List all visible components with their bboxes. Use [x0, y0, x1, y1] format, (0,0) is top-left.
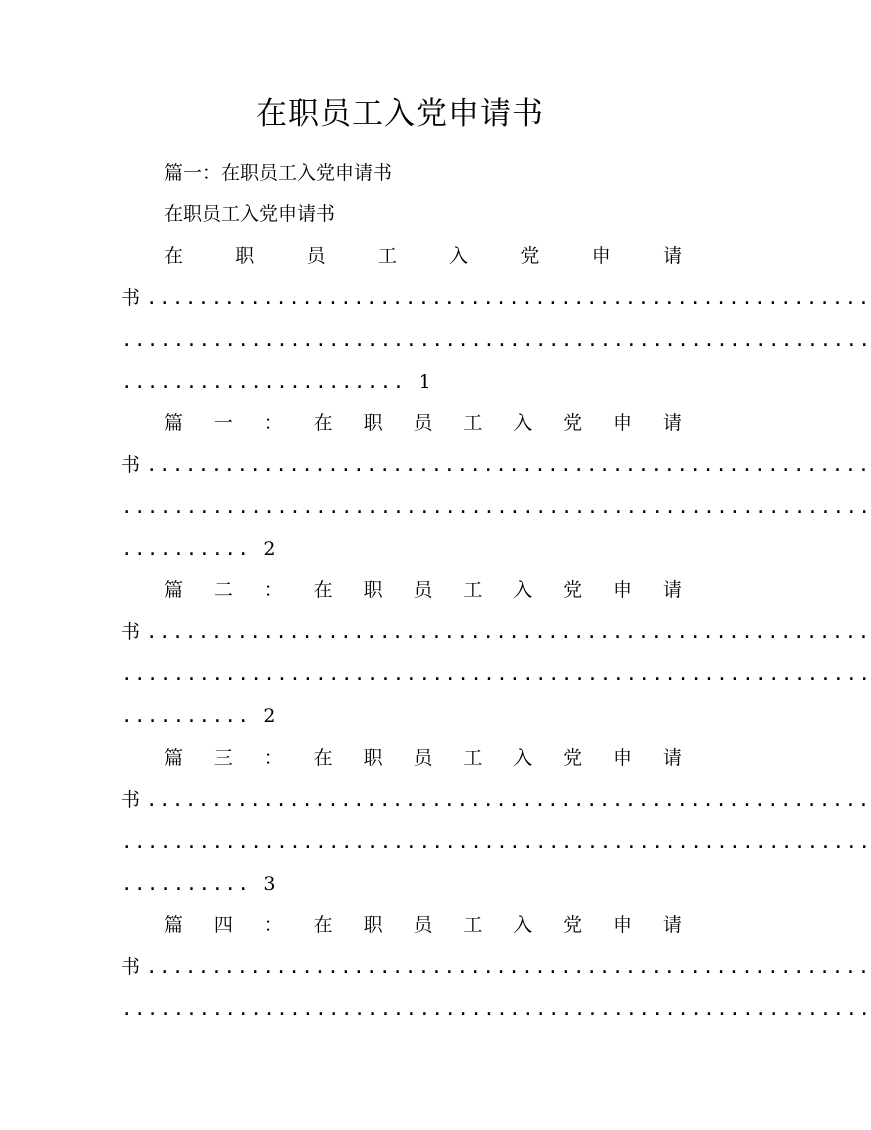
- toc-heading-char: 篇: [164, 914, 184, 936]
- toc-entry-page-row: [121, 367, 431, 397]
- toc-heading-char: 在: [313, 412, 333, 434]
- toc-heading-char: 员: [413, 914, 433, 936]
- toc-entry-leader-row: [121, 952, 871, 982]
- toc-heading-char: 在: [313, 747, 333, 769]
- toc-heading-char: 四: [213, 914, 233, 936]
- toc-leader-dots: ........................................................: [146, 287, 871, 309]
- toc-heading-char: 申: [591, 245, 611, 267]
- toc-page-number: 3: [263, 873, 276, 895]
- toc-entry-page-row: [121, 534, 275, 564]
- toc-entry-heading: [164, 910, 682, 940]
- toc-heading-char: 党: [520, 245, 540, 267]
- toc-leader-dots: ..........................................................: [121, 998, 871, 1020]
- toc-heading-char: 请: [662, 412, 682, 434]
- toc-heading-char: 一: [213, 412, 233, 434]
- toc-tail-char: 书: [121, 287, 147, 309]
- toc-heading-char: 三: [213, 747, 233, 769]
- toc-heading-char: 职: [235, 245, 255, 267]
- toc-entry-leader-row: [121, 325, 871, 355]
- toc-heading-char: 职: [363, 914, 383, 936]
- intro-line-1: 篇一：在职员工入党申请书: [164, 162, 393, 184]
- toc-entry-leader-row: [121, 283, 871, 313]
- toc-heading-char: 请: [662, 747, 682, 769]
- toc-heading-char: 在: [164, 245, 184, 267]
- toc-leader-dots: ........................................................: [146, 956, 871, 978]
- toc-heading-char: 申: [613, 579, 633, 601]
- toc-heading-char: 篇: [164, 412, 184, 434]
- toc-entry-leader-row: [121, 994, 871, 1024]
- toc-heading-char: 员: [306, 245, 326, 267]
- toc-leader-dots: ..........................................................: [121, 496, 871, 518]
- toc-entry-leader-row: [121, 659, 871, 689]
- toc-heading-char: 入: [513, 914, 533, 936]
- toc-heading-char: 请: [662, 914, 682, 936]
- toc-leader-dots: ......................: [121, 371, 419, 393]
- toc-entry-page-row: [121, 869, 275, 899]
- toc-heading-char: 党: [563, 412, 583, 434]
- document-title: 在职员工入党申请书: [256, 96, 544, 132]
- toc-heading-char: 请: [662, 579, 682, 601]
- toc-entry-leader-row: [121, 785, 871, 815]
- toc-tail-char: 书: [121, 789, 147, 811]
- toc-heading-char: 员: [413, 747, 433, 769]
- toc-heading-char: 工: [463, 747, 483, 769]
- intro-line-2: 在职员工入党申请书: [164, 203, 336, 225]
- toc-heading-char: 申: [613, 914, 633, 936]
- toc-entry-leader-row: [121, 827, 871, 857]
- toc-heading-char: ：: [263, 579, 283, 601]
- toc-leader-dots: ..........................................................: [121, 831, 871, 853]
- toc-leader-dots: ..........................................................: [121, 329, 871, 351]
- toc-leader-dots: ..........................................................: [121, 663, 871, 685]
- toc-heading-char: ：: [263, 412, 283, 434]
- toc-heading-char: 党: [563, 579, 583, 601]
- toc-heading-char: 在: [313, 579, 333, 601]
- toc-entry-heading: [164, 575, 682, 605]
- toc-heading-char: 员: [413, 412, 433, 434]
- toc-entry-leader-row: [121, 492, 871, 522]
- toc-tail-char: 书: [121, 956, 147, 978]
- toc-heading-char: 入: [513, 579, 533, 601]
- toc-tail-char: 书: [121, 621, 147, 643]
- toc-leader-dots: ........................................................: [146, 621, 871, 643]
- toc-leader-dots: ........................................................: [146, 789, 871, 811]
- toc-heading-char: 二: [213, 579, 233, 601]
- toc-entry-leader-row: [121, 617, 871, 647]
- toc-page-number: 1: [418, 371, 431, 393]
- toc-heading-char: 工: [463, 579, 483, 601]
- toc-heading-char: 工: [377, 245, 397, 267]
- toc-leader-dots: ........................................................: [146, 454, 871, 476]
- toc-heading-char: 员: [413, 579, 433, 601]
- toc-heading-char: 请: [662, 245, 682, 267]
- toc-heading-char: 入: [513, 412, 533, 434]
- toc-heading-char: 工: [463, 412, 483, 434]
- toc-page-number: 2: [263, 538, 276, 560]
- toc-entry-heading: [164, 408, 682, 438]
- toc-leader-dots: ..........: [121, 705, 264, 727]
- toc-heading-char: 在: [313, 914, 333, 936]
- toc-heading-char: 职: [363, 747, 383, 769]
- toc-heading-char: 篇: [164, 747, 184, 769]
- toc-entry-heading: [164, 241, 682, 271]
- toc-page-number: 2: [263, 705, 276, 727]
- toc-heading-char: 篇: [164, 579, 184, 601]
- toc-tail-char: 书: [121, 454, 147, 476]
- toc-heading-char: 入: [513, 747, 533, 769]
- toc-leader-dots: ..........: [121, 538, 264, 560]
- toc-heading-char: ：: [263, 747, 283, 769]
- toc-heading-char: 申: [613, 747, 633, 769]
- toc-heading-char: 党: [563, 914, 583, 936]
- toc-entry-page-row: [121, 701, 275, 731]
- toc-entry-heading: [164, 743, 682, 773]
- toc-heading-char: 党: [563, 747, 583, 769]
- toc-heading-char: 职: [363, 579, 383, 601]
- toc-heading-char: 入: [449, 245, 469, 267]
- toc-heading-char: 职: [363, 412, 383, 434]
- toc-leader-dots: ..........: [121, 873, 264, 895]
- toc-heading-char: 工: [463, 914, 483, 936]
- toc-entry-leader-row: [121, 450, 871, 480]
- toc-heading-char: 申: [613, 412, 633, 434]
- toc-heading-char: ：: [263, 914, 283, 936]
